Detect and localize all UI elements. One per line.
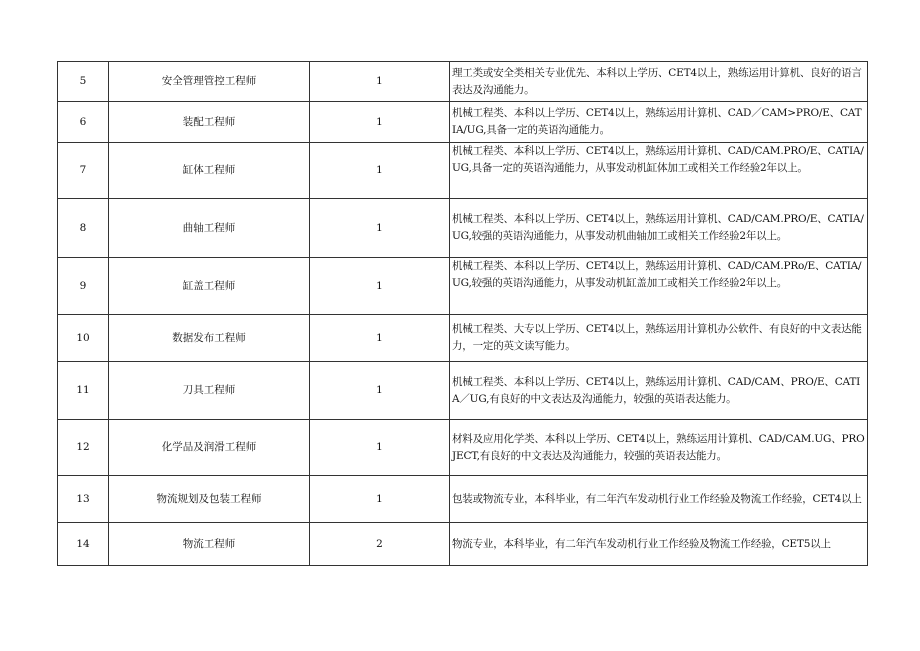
- job-title: 装配工程师: [109, 102, 310, 143]
- row-number: 14: [58, 523, 109, 566]
- headcount: 1: [310, 143, 450, 199]
- requirements: 机械工程类、本科以上学历、CET4以上，熟练运用计算机、CAD/CAM.PRO/E、CATIA/UG,较强的英语沟通能力，从事发动机曲轴加工或相关工作经验2年以上。: [450, 199, 868, 258]
- requirements: 机械工程类、本科以上学历、CET4以上，熟练运用计算机、CAD/CAM、PRO/E、CATIA／UG,有良好的中文表达及沟通能力，较强的英语表达能力。: [450, 362, 868, 420]
- job-title: 物流规划及包装工程师: [109, 476, 310, 523]
- row-number: 6: [58, 102, 109, 143]
- headcount: 1: [310, 315, 450, 362]
- row-number: 11: [58, 362, 109, 420]
- requirements: 机械工程类、本科以上学历、CET4以上，熟练运用计算机、CAD／CAM>PRO/E、CATIA/UG,具备一定的英语沟通能力。: [450, 102, 868, 143]
- row-number: 8: [58, 199, 109, 258]
- table-row: [58, 420, 868, 476]
- headcount: 1: [310, 199, 450, 258]
- table-row: [58, 476, 868, 523]
- table-row: [58, 143, 868, 199]
- table-row: [58, 102, 868, 143]
- table-row: [58, 362, 868, 420]
- row-number: 5: [58, 62, 109, 102]
- row-number: 12: [58, 420, 109, 476]
- headcount: 1: [310, 476, 450, 523]
- row-number: 7: [58, 143, 109, 199]
- job-title: 缸体工程师: [109, 143, 310, 199]
- table-row: [58, 199, 868, 258]
- job-title: 缸盖工程师: [109, 258, 310, 315]
- job-title: 曲轴工程师: [109, 199, 310, 258]
- row-number: 13: [58, 476, 109, 523]
- job-title: 安全管理管控工程师: [109, 62, 310, 102]
- requirements: 物流专业，本科毕业，有二年汽车发动机行业工作经验及物流工作经验，CET5以上: [450, 523, 868, 566]
- requirements: 材料及应用化学类、本科以上学历、CET4以上，熟练运用计算机、CAD/CAM.UG、PROJECT,有良好的中文表达及沟通能力，较强的英语表达能力。: [450, 420, 868, 476]
- job-title: 化学品及润滑工程师: [109, 420, 310, 476]
- job-title: 数据发布工程师: [109, 315, 310, 362]
- requirements: 理工类或安全类相关专业优先、本科以上学历、CET4以上，熟练运用计算机、良好的语言表达及沟通能力。: [450, 62, 868, 102]
- row-number: 10: [58, 315, 109, 362]
- requirements: 机械工程类、大专以上学历、CET4以上，熟练运用计算机办公软件、有良好的中文表达能力，一定的英文读写能力。: [450, 315, 868, 362]
- table-row: [58, 258, 868, 315]
- table-row: [58, 315, 868, 362]
- headcount: 1: [310, 420, 450, 476]
- headcount: 1: [310, 258, 450, 315]
- requirements: 机械工程类、本科以上学历、CET4以上，熟练运用计算机、CAD/CAM.PRo/E、CATIA/UG,较强的英语沟通能力，从事发动机缸盖加工或相关工作经验2年以上。: [450, 258, 868, 315]
- headcount: 1: [310, 102, 450, 143]
- row-number: 9: [58, 258, 109, 315]
- job-requirements-table: [57, 61, 868, 566]
- job-title: 刀具工程师: [109, 362, 310, 420]
- headcount: 1: [310, 62, 450, 102]
- table-row: [58, 62, 868, 102]
- headcount: 2: [310, 523, 450, 566]
- headcount: 1: [310, 362, 450, 420]
- requirements: 包装或物流专业，本科毕业，有二年汽车发动机行业工作经验及物流工作经验，CET4以上: [450, 476, 868, 523]
- requirements: 机械工程类、本科以上学历、CET4以上，熟练运用计算机、CAD/CAM.PRO/E、CATIA/UG,具备一定的英语沟通能力，从事发动机缸体加工或相关工作经验2年以上。: [450, 143, 868, 199]
- table-row: [58, 523, 868, 566]
- job-title: 物流工程师: [109, 523, 310, 566]
